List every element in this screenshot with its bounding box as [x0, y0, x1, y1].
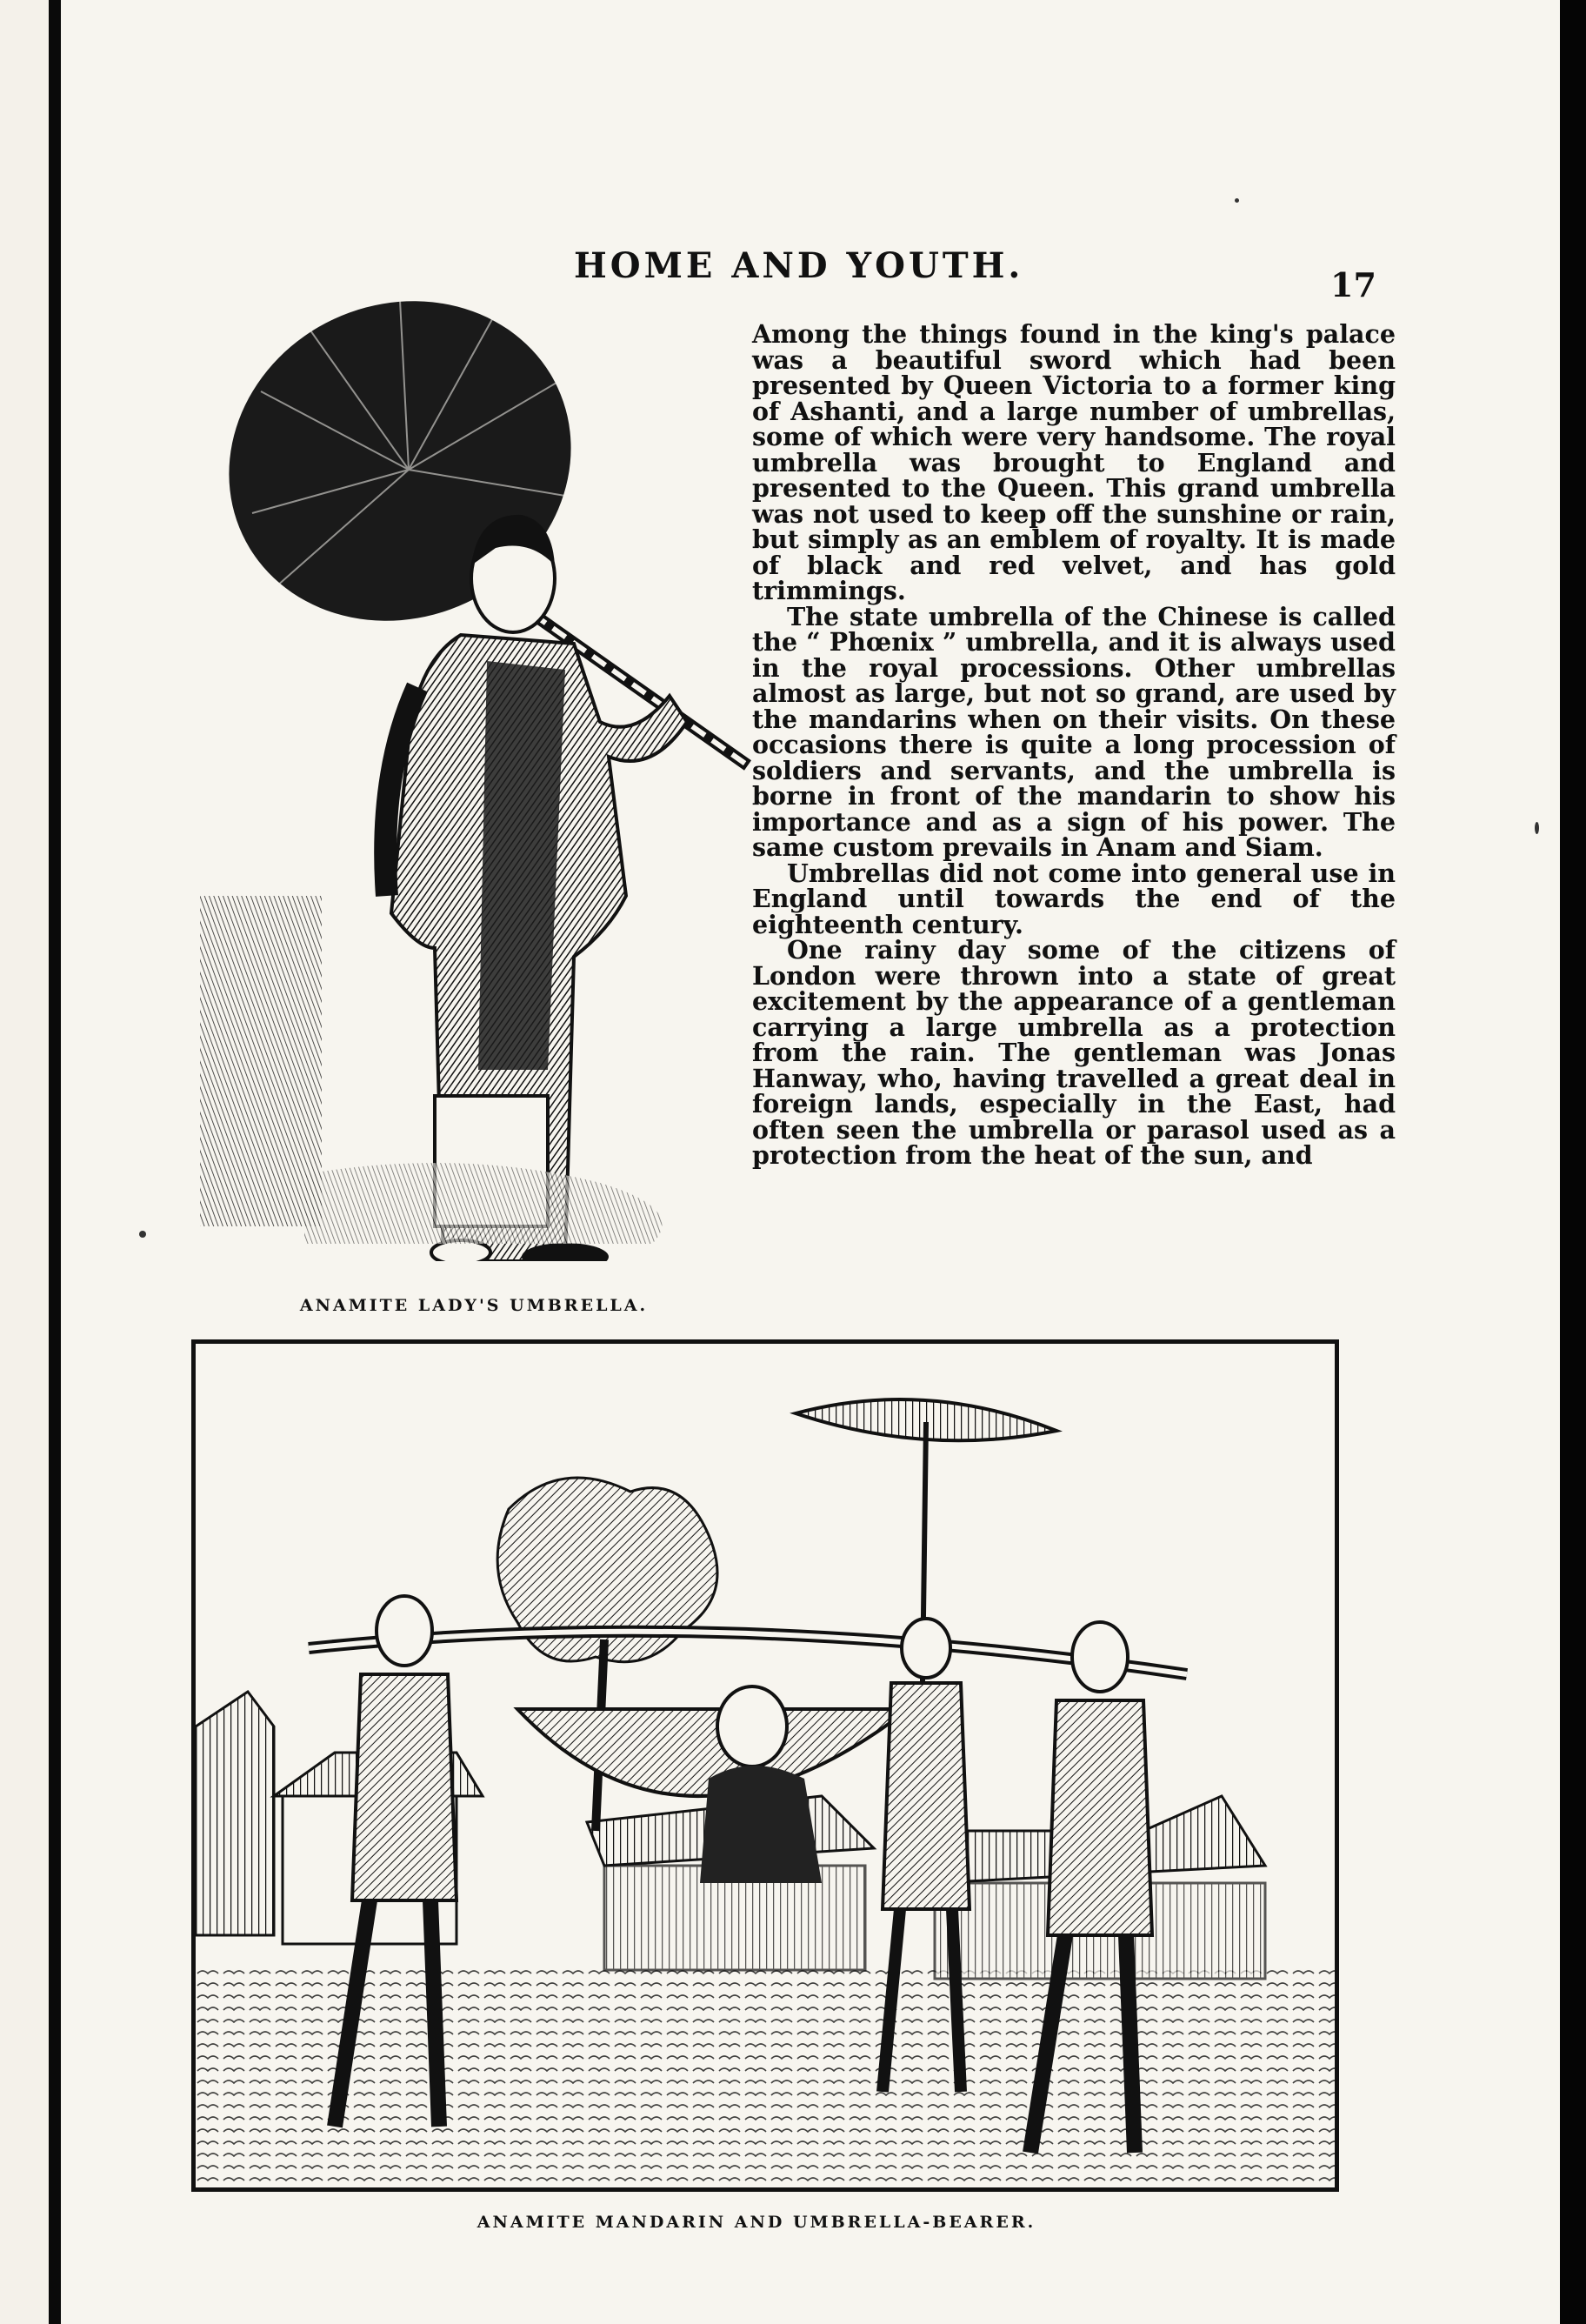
scan-speck	[139, 1231, 146, 1238]
anamite-lady-illustration	[200, 287, 791, 1261]
mandarin-umbrella-bearer-illustration	[196, 1344, 1335, 2187]
article-paragraph-1: Among the things found in the king's palace was a beautiful sword which had been presented by Queen Victoria to a former king of Ashanti, and a large number of umbrellas, some of which were very handsome. The royal umbrella was brought to England and presented to the Queen. This grand umbrella was not used to keep off the sunshine or rain, but simply as an emblem of royalty. It is made of black and red velvet, and has gold trimmings.	[752, 319, 1396, 605]
scan-speck	[1535, 822, 1539, 834]
article-paragraph-4: One rainy day some of the citizens of London were thrown into a state of great excitement by the appearance of a gentleman carrying a large umbrella as a protection from the rain. The gentleman was Jonas Hanway, who, having travelled a great deal in foreign lands, especially in the East, had often seen the umbrella or parasol used as a protection from the heat of the sun, and	[752, 935, 1396, 1170]
article-paragraph-2: The state umbrella of the Chinese is called the “ Phœnix ” umbrella, and it is always used in the royal processions. Other umbrellas almost as large, but not so grand, are used by the mandarins when on their visits. On these occasions there is quite a long procession of soldiers and servants, and the umbrella is borne in front of the mandarin to show his importance and as a sign of his power. The same custom prevails in Anam and Siam.	[752, 601, 1396, 862]
page-number: 17	[1330, 265, 1376, 304]
scan-speck	[1235, 198, 1239, 203]
mandarin-illustration-frame	[191, 1339, 1339, 2192]
article-column	[752, 319, 1396, 1170]
bottom-figure-caption: ANAMITE MANDARIN AND UMBRELLA-BEARER.	[476, 2213, 1036, 2232]
top-figure-caption: ANAMITE LADY'S UMBRELLA.	[299, 1296, 649, 1315]
article-paragraph-3: Umbrellas did not come into general use in England until towards the end of the eighteenth century.	[752, 858, 1396, 939]
running-title: HOME AND YOUTH.	[574, 245, 1024, 286]
